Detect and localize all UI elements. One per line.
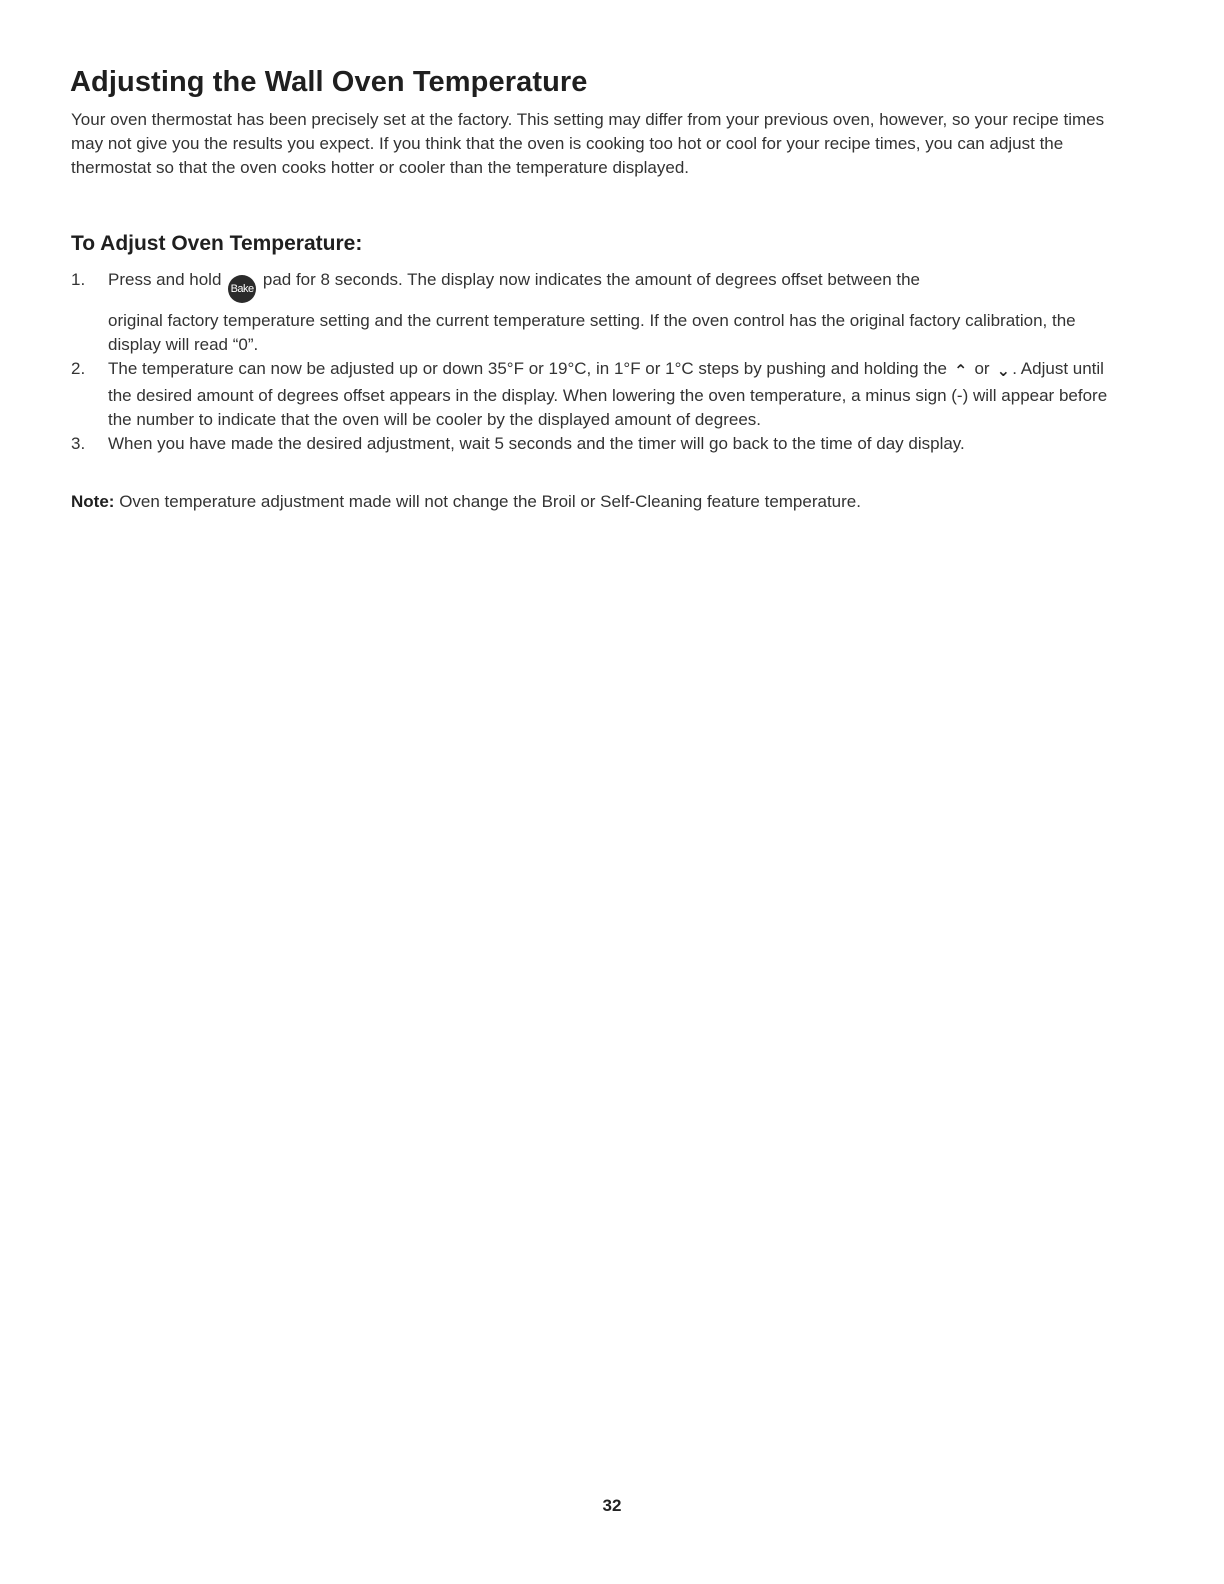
steps-list (71, 268, 1116, 456)
step-2-text-first: The temperature can now be adjusted up or down 35°F or 19°C, in 1°F or 1°C steps by pushing and holding the (108, 359, 947, 378)
bake-pad-icon: Bake (228, 275, 256, 303)
down-arrow-icon: ⌄ (996, 363, 1010, 380)
step-3-text: When you have made the desired adjustment, wait 5 seconds and the timer will go back to the time of day display. (108, 434, 965, 453)
note-text: Oven temperature adjustment made will not change the Broil or Self-Cleaning feature temperature. (119, 492, 861, 511)
note-label: Note: (71, 492, 115, 511)
step-2-text-rest: . Adjust until the desired amount of degrees offset appears in the display. When lowering the oven temperature, a minus sign (-) will appear before the number to indicate that the oven will be cooler by the displayed amount of degrees. (108, 359, 1108, 429)
note (71, 490, 861, 514)
section-heading: To Adjust Oven Temperature: (71, 232, 363, 255)
step-1-text-before: Press and hold (108, 270, 222, 289)
step-3 (71, 432, 1116, 456)
step-1 (71, 268, 1116, 357)
step-1-text-after: pad for 8 seconds. The display now indicates the amount of degrees offset between the (262, 270, 921, 289)
step-2 (71, 357, 1116, 432)
up-arrow-icon: ⌃ (954, 363, 968, 380)
intro-paragraph: Your oven thermostat has been precisely set at the factory. This setting may differ from your previous oven, however, so your recipe times may not give you the results you expect. If you think that the oven is cooking too hot or cool for your recipe times, you can adjust the thermostat so that the oven cooks hotter or cooler than the temperature displayed. (71, 110, 1105, 177)
page-title: Adjusting the Wall Oven Temperature (70, 66, 588, 98)
step-number: 3. (71, 434, 86, 453)
page-number: 32 (602, 1496, 622, 1515)
step-2-or: or (974, 359, 990, 378)
step-number: 2. (71, 359, 86, 378)
step-1-text-continued: original factory temperature setting and the current temperature setting. If the oven control has the original factory calibration, the display will read “0”. (108, 311, 1076, 354)
step-number: 1. (71, 270, 86, 289)
